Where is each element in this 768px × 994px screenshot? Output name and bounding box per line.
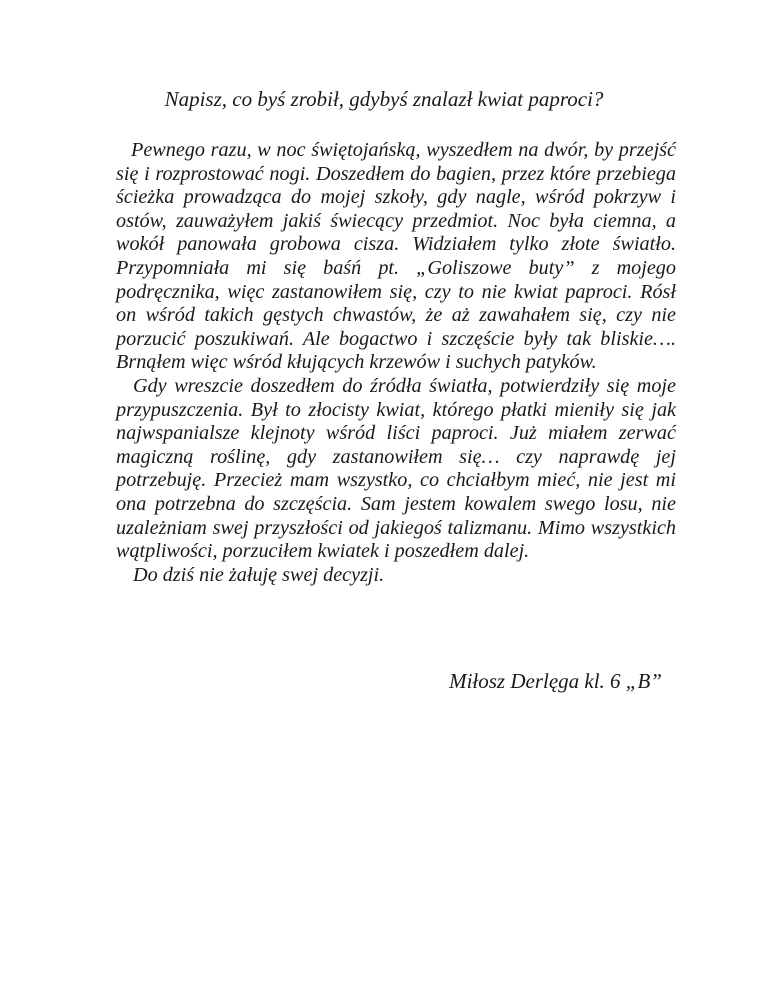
paragraph-2: Gdy wreszcie doszedłem do źródła światła, potwierdziły się moje przypuszczenia. Był to złocisty kwiat, którego płatki mieniły się jak najwspanialsze klejnoty wśród liści paproci. Już miałem zerwać magiczną roślinę, gdy zastanowiłem się… czy naprawdę jej potrzebuję. Przecież mam wszystko, co chciałbym mieć, nie jest mi ona potrzebna do szczęścia. Sam jestem kowalem swego losu, nie uzależniam swej przyszłości od jakiegoś talizmanu. Mimo wszystkich wątpliwości, porzuciłem kwiatek i poszedłem dalej.: [116, 374, 676, 563]
paragraph-1: Pewnego razu, w noc świętojańską, wyszedłem na dwór, by przejść się i rozprostować nogi. Doszedłem do bagien, przez które przebiega ścieżka prowadząca do mojej szkoły, gdy nagle, wśród pokrzyw i ostów, zauważyłem jakiś świecący przedmiot. Noc była ciemna, a wokół panowała grobowa cisza. Widziałem tylko złote światło. Przypomniała mi się baśń pt. „Goliszowe buty” z mojego podręcznika, więc zastanowiłem się, czy to nie kwiat paproci. Rósł on wśród takich gęstych chwastów, że aż zawahałem się, czy nie porzucić poszukiwań. Ale bogactwo i szczęście były tak bliskie…. Brnąłem więc wśród kłujących krzewów i suchych patyków.: [116, 139, 676, 374]
paragraph-3: Do dziś nie żałuję swej decyzji.: [133, 563, 385, 586]
document-title: Napisz, co byś zrobił, gdybyś znalazł kwiat paproci?: [164, 87, 604, 111]
author-signature: Miłosz Derlęga kl. 6 „B”: [449, 669, 662, 693]
essay-body: [116, 139, 676, 587]
